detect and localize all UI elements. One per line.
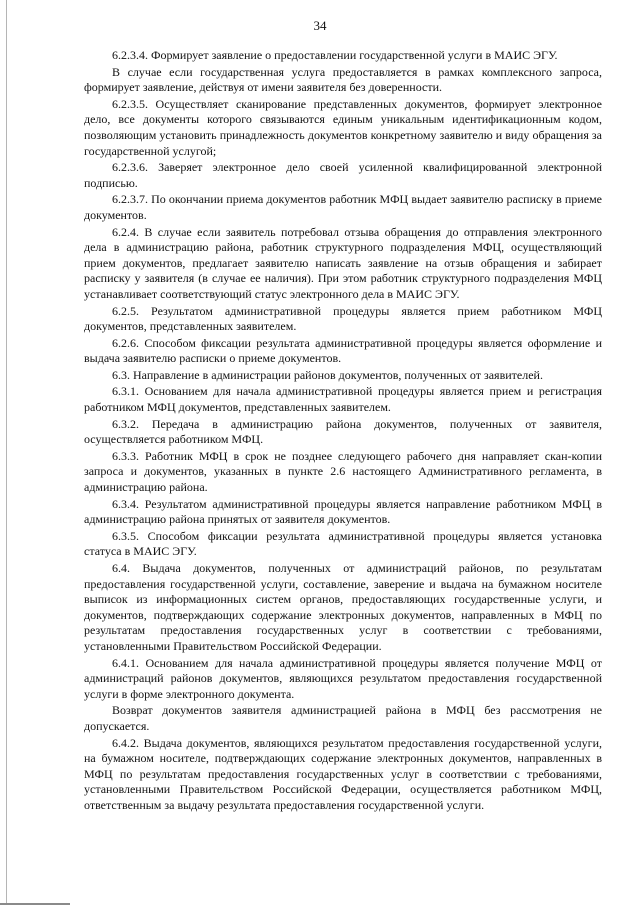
paragraph-return-documents: Возврат документов заявителя администрацией района в МФЦ без рассмотрения не допускается. xyxy=(84,703,602,733)
paragraph-6-2-3-7: 6.2.3.7. По окончании приема документов работник МФЦ выдает заявителю расписку в приеме документов. xyxy=(84,192,602,222)
paragraph-6-3-2: 6.3.2. Передача в администрацию района документов, полученных от заявителя, осуществляется работником МФЦ. xyxy=(84,416,602,447)
paragraph-6-3-4: 6.3.4. Результатом административной процедуры является направление работником МФЦ в администрацию района принятых от заявителя документов. xyxy=(84,496,602,527)
paragraph-6-2-4: 6.2.4. В случае если заявитель потребовал отзыва обращения до отправления электронного дела в администрацию района, работник структурного подразделения МФЦ, осуществляющий прием документов, предлагает заявителю написать заявление на отзыв обращения и забирает расписку у заявителя (в случае ее наличия). При этом работник структурного подразделения МФЦ устанавливает соответствующий статус электронного дела в МАИС ЭГУ. xyxy=(84,224,602,301)
paragraph-6-4-1: 6.4.1. Основанием для начала административной процедуры является получение МФЦ от администраций районов документов, являющихся результатом предоставления государственной услуги в форме электронного документа. xyxy=(84,655,602,701)
paragraph-6-3: 6.3. Направление в администрации районов документов, полученных от заявителей. xyxy=(112,367,543,382)
scan-edge-line xyxy=(6,0,7,905)
paragraph-6-2-3-5: 6.2.3.5. Осуществляет сканирование представленных документов, формирует электронное дело, все документы которого связываются единым уникальным идентификационным кодом, позволяющим установить принадлежность документов конкретному заявителю и виду обращения за государственной услугой; xyxy=(84,96,602,158)
document-body xyxy=(84,48,602,815)
paragraph-6-4: 6.4. Выдача документов, полученных от администраций районов, по результатам предоставления государственной услуги, составление, заверение и выдача на бумажном носителе выписок из информационных систем органов, предоставляющих государственные услуги, и документов, подтверждающих содержание электронных документов, направленных в МФЦ по результатам предоставления государственных услуг в соответствии с требованиями, установленными Правительством Российской Федерации. xyxy=(84,561,602,653)
paragraph-6-3-5: 6.3.5. Способом фиксации результата административной процедуры является установка статуса в МАИС ЭГУ. xyxy=(84,528,602,559)
paragraph-6-2-3-6: 6.2.3.6. Заверяет электронное дело своей усиленной квалифицированной электронной подписью. xyxy=(84,160,602,190)
paragraph-6-2-6: 6.2.6. Способом фиксации результата административной процедуры является оформление и выдача заявителю расписки о приеме документов. xyxy=(84,335,602,366)
paragraph-6-2-5: 6.2.5. Результатом административной процедуры является прием работником МФЦ документов, представленных заявителем. xyxy=(84,303,602,334)
paragraph-6-3-1: 6.3.1. Основанием для начала административной процедуры является прием и регистрация работником МФЦ документов, представленных заявителем. xyxy=(84,384,602,415)
page-number: 34 xyxy=(313,18,327,33)
paragraph-6-2-3-4: 6.2.3.4. Формирует заявление о предоставлении государственной услуги в МАИС ЭГУ. xyxy=(112,48,558,62)
paragraph-6-3-3: 6.3.3. Работник МФЦ в срок не позднее следующего рабочего дня направляет скан-копии запроса и документов, указанных в пункте 2.6 настоящего Административного регламента, в администрацию района. xyxy=(84,448,602,495)
paragraph-6-4-2: 6.4.2. Выдача документов, являющихся результатом предоставления государственной услуги, на бумажном носителе, подтверждающих содержание электронных документов, направленных в МФЦ по результатам предоставления государственных услуг в соответствии с требованиями, установленными Правительством Российской Федерации, осуществляется работником МФЦ, ответственным за выдачу результата предоставления государственной услуги. xyxy=(84,735,602,812)
paragraph-complex-request: В случае если государственная услуга предоставляется в рамках комплексного запроса, формирует заявление, действуя от имени заявителя без доверенности. xyxy=(84,64,602,95)
